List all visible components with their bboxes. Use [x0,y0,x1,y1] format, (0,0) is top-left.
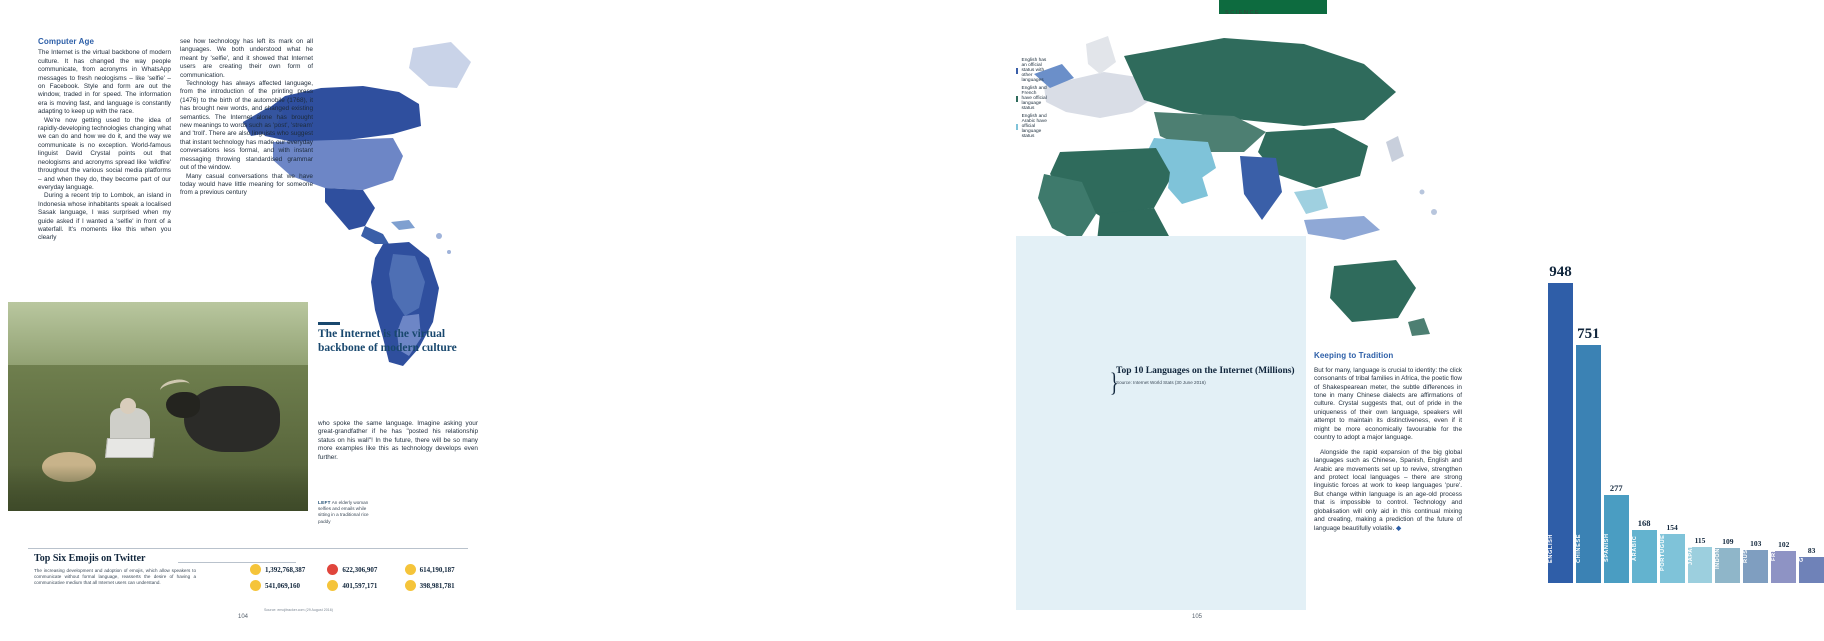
emoji-panel-title: Top Six Emojis on Twitter [34,553,146,564]
pull-quote-rule [318,322,340,325]
article-heading: Computer Age [38,37,95,46]
bar [1576,345,1601,583]
page-number-left: 104 [238,614,249,620]
emoji-panel-source: Source: emojitracker.com (29 August 2016) [264,608,333,612]
map-legend [1016,58,1048,142]
emoji-title-rule [178,562,296,563]
paragraph [1314,449,1462,533]
chart-title-block [1116,366,1296,385]
chart-source: Source: Internet World Stats (30 June 2016) [1116,380,1206,385]
bar-column [1604,253,1629,583]
person-with-laptop [104,398,156,460]
bar [1548,283,1573,583]
bar-value-label: 103 [1750,539,1762,549]
emoji-item [250,564,313,575]
legend-label: English and French have official language status [1021,86,1047,111]
left-page [0,0,492,641]
pull-quote: The Internet is the virtual backbone of modern culture [318,328,457,354]
emoji-item [327,580,390,591]
bar-chart-bars [1548,253,1824,583]
paragraph: Many casual conversations that we have today would have little meaning for someone from a previous century [180,172,313,197]
emoji-panel-subtitle: The increasing development and adoption of emojis, which allow speakers to communicate without formal language, reasserts the desire of having a communicative medium that all Internet users can understand. [34,568,196,585]
bar-value-label: 168 [1637,517,1651,528]
article-column-keeping-to-tradition [1314,352,1462,539]
paragraph: Technology has always affected language, from the introduction of the printing press (1476) to the birth of the automobile (1768), it has brought new words, and changed existing semantics. The Internet alone has brought new meanings to words such as 'post', 'stream' and 'troll'. There are also linguists who suggest that instant technology has made our everyday conversations less formal, and with instant messaging throwing standardised grammar out of the window. [180,80,313,172]
emoji-count: 622,306,907 [342,565,378,574]
bar-category-label: JAPANESE [1687,530,1694,566]
bar-category-label: FRENCH [1771,534,1778,562]
chart-title: Top 10 Languages on the Internet (Millions) [1116,366,1295,376]
panel-divider [28,548,468,549]
bar-category-label: PORTUGUESE [1659,525,1666,571]
paragraph: who spoke the same language. Imagine asking your great-grandfather if he has "posted his relationship status on his wall"! In the future, there will be so many more examples like this as technology develops even further. [318,420,478,461]
paragraph: During a recent trip to Lombok, an island in Indonesia whose inhabitants speak a localised Sasak language, I was surprised when my guide asked if I wanted a 'selfie' in front of a waterfall. It's moments like this when you clearly [38,192,171,242]
bar-column [1771,253,1796,583]
brace-icon: } [1109,368,1119,397]
bar-column [1632,253,1657,583]
bar-value-label: 83 [1807,545,1816,555]
paragraph-text: Alongside the rapid expansion of the big global languages such as Chinese, Spanish, English and Arabic are movements set up to revive, strengthen and protect local languages – there are strong linguistic forces at work to keep languages 'pure'. But change within language is an age-old process that is impossible to control. Technology and globalisation will only aid in this continual mixing and creating, making a prediction of the future of language beautifully volatile. [1314,448,1462,532]
bar-value-label: 948 [1549,263,1572,280]
person-head [120,398,136,414]
bar-category-label: ARABIC [1631,535,1638,561]
paragraph: But for many, language is crucial to identity: the click consonants of tribal families in Africa, the poetic flow of Shakespearean meter, the subtle differences in tone in many Chinese dialects are affirmations of culture. Crystal suggests that, out of pride in the uniqueness of their own language, speakers will attempt to maintain its distinctiveness, even if it might be more economically favourable for the country to adopt a major language. [1314,366,1463,442]
bar-column [1576,253,1601,583]
page-number-right: 105 [1192,614,1203,620]
red-heart-icon [327,564,338,575]
legend-item [1016,58,1048,83]
photo-caption-text: An elderly woman selfies and emails while sitting in a traditional rice paddy [318,500,369,524]
water-buffalo [184,386,280,452]
bar-category-label: SPANISH [1603,533,1610,563]
end-mark: ◆ [1396,524,1401,532]
article-heading: Keeping to Tradition [1314,351,1394,360]
bar-value-label: 277 [1609,483,1623,494]
emoji-count: 398,981,781 [419,581,455,590]
bar-value-label: 115 [1694,535,1706,545]
bar [1604,495,1629,583]
laptop [105,438,155,458]
bar-column [1743,253,1768,583]
emoji-item [327,564,390,575]
bar [1632,530,1657,583]
loudly-crying-face-icon [327,580,338,591]
emoji-panel [28,548,468,614]
paragraph: We're now getting used to the idea of rapidly-developing technologies changing what we can do and how we do it, and the way we communicate is no exception. World-famous linguist David Crystal points out that neologisms and acronyms spread like 'wildfire' throughout the various social media platforms – and when they do, they become part of our everyday language. [38,116,171,191]
right-page [492,0,1816,641]
bar-column [1799,253,1824,583]
bar-category-label: RUSSIAN [1743,533,1750,563]
legend-swatch [1016,96,1018,102]
bar-value-label: 102 [1778,539,1790,549]
emoji-count: 1,392,768,387 [265,565,306,574]
legend-swatch [1016,68,1018,74]
bar-value-label: 154 [1666,523,1678,533]
emoji-item [405,580,468,591]
article-column-3 [318,420,478,462]
emoji-count: 614,190,187 [419,565,455,574]
photo-caption [318,500,378,525]
paragraph: The Internet is the virtual backbone of modern culture. It has changed the way people communicate, from acronyms in WhatsApp messages to fresh neologisms – like 'selfie' – on Facebook. Style and form are out the window, traded in for speed. The information era is moving fast, and language is constantly adapting to keep up with the race. [38,49,171,116]
article-column-2 [180,38,313,198]
section-tab-label: SCIENCE [1225,10,1261,16]
unamused-face-icon [250,580,261,591]
face-with-tears-of-joy-icon [250,564,261,575]
article-column-1 [38,38,171,243]
bar-category-label: INDONESIAN [1715,527,1722,569]
smiling-face-with-smiling-eyes-icon [405,580,416,591]
emoji-item [250,580,313,591]
legend-item [1016,86,1048,111]
emoji-grid [250,564,468,596]
photo-sky [8,302,308,373]
emoji-count: 541,069,160 [265,581,300,590]
bar-column [1660,253,1685,583]
emoji-row [250,564,468,575]
bar-category-label: ENGLISH [1548,533,1554,563]
smiling-face-heart-eyes-icon [405,564,416,575]
legend-item [1016,114,1048,139]
bar-column [1715,253,1740,583]
emoji-row [250,580,468,591]
photo-caption-label: LEFT [318,500,331,505]
legend-label: English and Arabic have official language status [1021,114,1047,139]
paragraph: see how technology has left its mark on all languages. We both understood what he meant by 'selfie', and it showed that Internet users are creating their own form of communication. [180,38,313,79]
bar-value-label: 751 [1577,326,1600,343]
article-photo [8,302,308,511]
legend-swatch [1016,124,1018,130]
bar-column [1548,253,1573,583]
legend-label: English has an official status with other languages [1021,58,1047,83]
bar-value-label: 109 [1722,537,1734,547]
bar-category-label: GERMAN [1799,533,1806,563]
emoji-item [405,564,468,575]
bar-column [1688,253,1713,583]
photo-foreground-grass [8,465,308,511]
bar-category-label: CHINESE [1575,533,1582,563]
emoji-count: 401,597,171 [342,581,378,590]
